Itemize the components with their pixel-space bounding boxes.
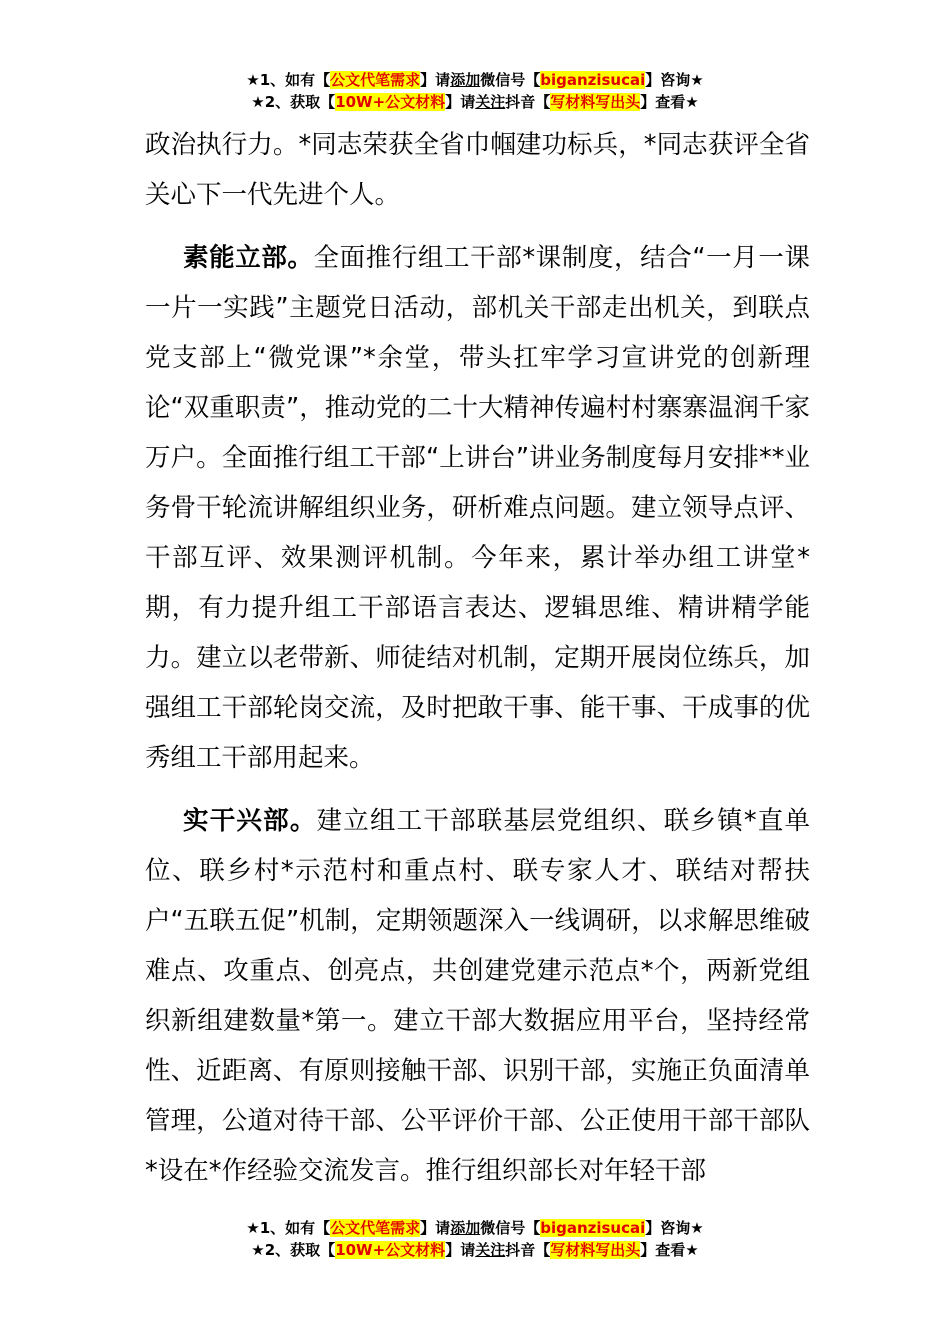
paragraph: 素能立部。全面推行组工干部*课制度，结合“一月一课一片一实践”主题党日活动，部机关干部走出机关，到联点党支部上“微党课”*余堂，带头扛牢学习宣讲党的创新理论“双重职责”，推动党的二十大精神传遍村村寨寨温润千家万户。全面推行组工干部“上讲台”讲业务制度每月安排**业务骨干轮流讲解组织业务，研析难点问题。建立领导点评、干部互评、效果测评机制。今年来，累计举办组工讲堂*期，有力提升组工干部语言表达、逻辑思维、精讲精学能力。建立以老带新、师徒结对机制，定期开展岗位练兵，加强组工干部轮岗交流，及时把敢干事、能干事、干成事的优秀组工干部用起来。 — [145, 243, 810, 773]
banner-highlight: 10W+公文材料 — [335, 93, 446, 111]
banner-line-2: ★2、获取【10W+公文材料】请关注抖音【写材料写出头】查看★ — [251, 93, 699, 111]
banner-highlight: 公文代笔需求 — [330, 71, 421, 89]
banner-line-1: ★1、如有【公文代笔需求】请添加微信号【biganzisucai】咨询★ — [246, 71, 704, 89]
document-body — [145, 120, 810, 1196]
header-banner — [0, 69, 950, 113]
banner-highlight: 写材料写出头 — [550, 93, 641, 111]
banner-highlight: 公文代笔需求 — [330, 1219, 421, 1237]
footer-banner — [0, 1217, 950, 1261]
banner-highlight: 10W+公文材料 — [335, 1241, 446, 1259]
paragraph-lead: 实干兴部。 — [183, 806, 317, 836]
paragraph-lead: 素能立部。 — [183, 243, 314, 273]
banner-highlight: biganzisucai — [540, 1219, 646, 1237]
banner-highlight: biganzisucai — [540, 71, 646, 89]
paragraph: 实干兴部。建立组工干部联基层党组织、联乡镇*直单位、联乡村*示范村和重点村、联专家人才、联结对帮扶户“五联五促”机制，定期领题深入一线调研，以求解思维破难点、攻重点、创亮点，共创建党建示范点*个，两新党组织新组建数量*第一。建立干部大数据应用平台，坚持经常性、近距离、有原则接触干部、识别干部，实施正负面清单管理，公道对待干部、公平评价干部、公正使用干部干部队*设在*作经验交流发言。推行组织部长对年轻干部 — [145, 806, 810, 1186]
banner-line-2: ★2、获取【10W+公文材料】请关注抖音【写材料写出头】查看★ — [251, 1241, 699, 1259]
banner-line-1: ★1、如有【公文代笔需求】请添加微信号【biganzisucai】咨询★ — [246, 1219, 704, 1237]
paragraph: 政治执行力。*同志荣获全省巾帼建功标兵，*同志获评全省关心下一代先进个人。 — [145, 130, 810, 210]
banner-highlight: 写材料写出头 — [550, 1241, 641, 1259]
